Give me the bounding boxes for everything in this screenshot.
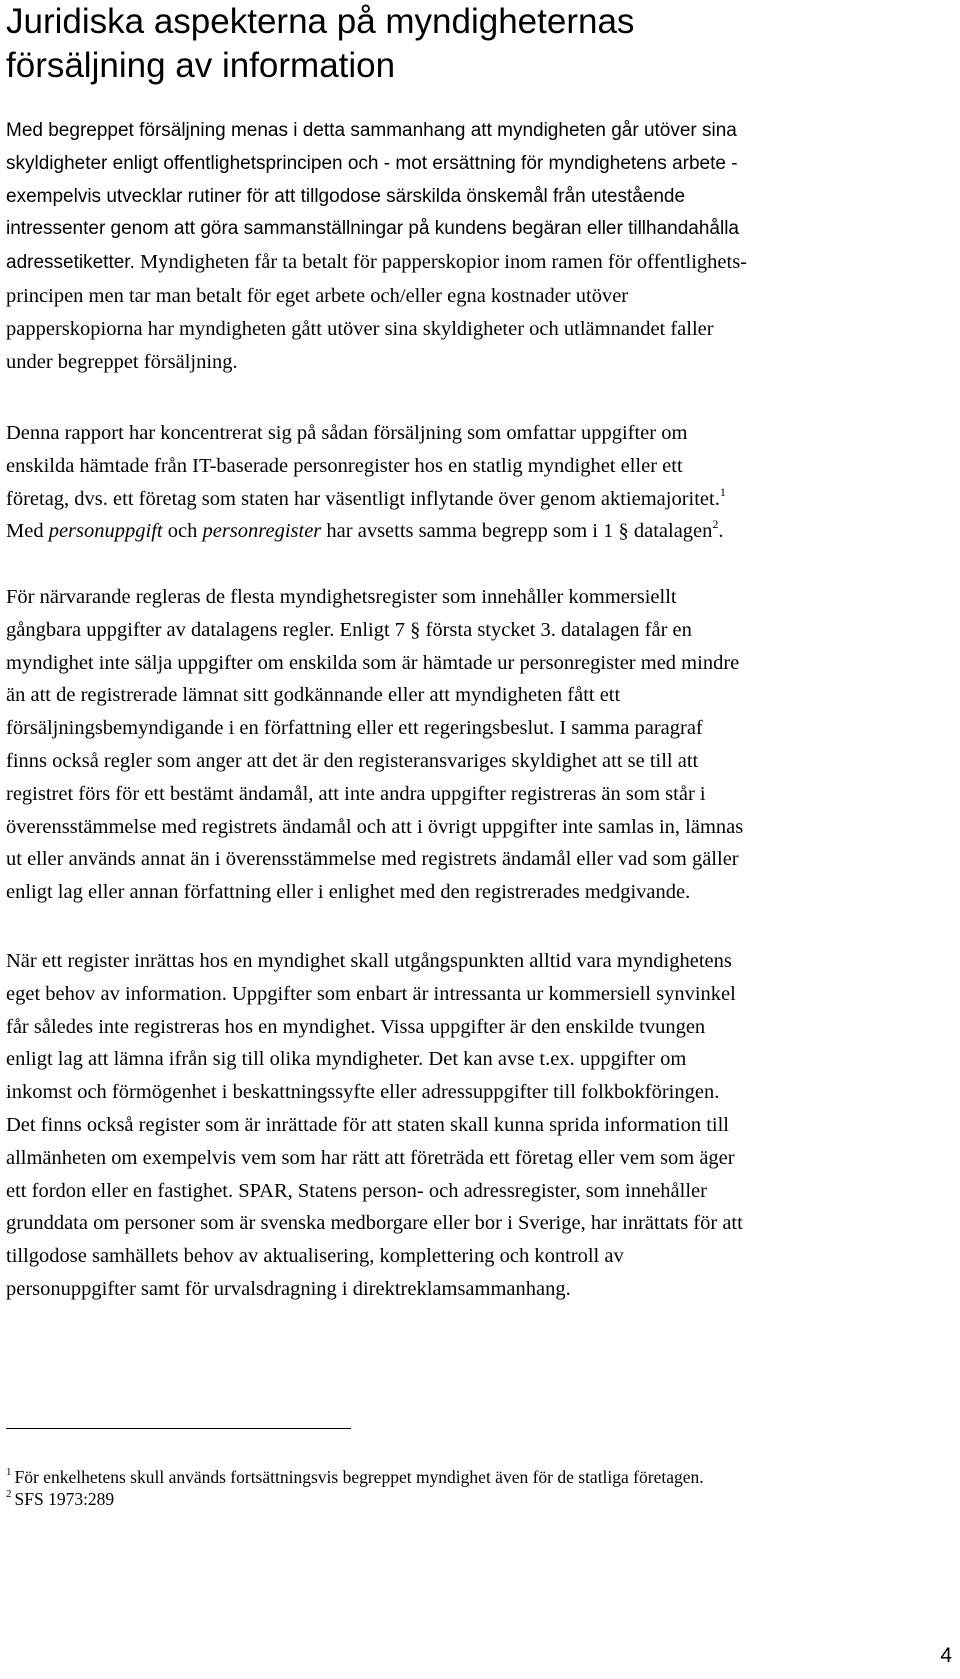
footnote-mark: 2 — [6, 1488, 12, 1500]
paragraph-scope — [6, 417, 956, 548]
paragraph-line: ut eller används annat än i överensstämmelse med registrets ändamål eller vad som gäller — [6, 848, 739, 871]
paragraph-line: papperskopiorna har myndigheten gått utöver sina skyldigheter och utlämnandet faller — [6, 317, 714, 340]
paragraph-line: grunddata om personer som är svenska medborgare eller bor i Sverige, har inrättats för att — [6, 1212, 743, 1235]
paragraph-line: skyldigheter enligt offentlighetsprincipen och - mot ersättning för myndighetens arbete - — [6, 152, 738, 174]
paragraph-line: försäljningsbemyndigande i en författning eller ett regeringsbeslut. I samma paragraf — [6, 717, 703, 740]
defined-term: personuppgift — [48, 520, 163, 543]
paragraph-line: För närvarande regleras de flesta myndighetsregister som innehåller kommersiellt — [6, 586, 677, 608]
paragraph-line: enligt lag att lämna ifrån sig till olika myndigheter. Det kan avse t.ex. uppgifter om — [6, 1048, 687, 1071]
paragraph-line: Det finns också register som är inrättade för att staten skall kunna sprida information till — [6, 1113, 729, 1136]
paragraph-line — [6, 515, 956, 548]
paragraph-line: överensstämmelse med registrets ändamål och att i övrigt uppgifter inte samlas in, lämnas — [6, 815, 744, 838]
footnote-item — [6, 1466, 946, 1488]
paragraph-line: myndighet inte sälja uppgifter om enskilda som är hämtade ur personregister med mindre — [6, 651, 740, 674]
paragraph-line — [6, 483, 956, 516]
paragraph-line: gångbara uppgifter av datalagens regler. Enligt 7 § första stycket 3. datalagen får en — [6, 618, 692, 641]
footnote-text: För enkelhetens skull används fortsättningsvis begreppet myndighet även för de statliga företagen. — [14, 1467, 704, 1487]
footnote-reference: 2 — [712, 517, 719, 532]
paragraph-line: inkomst och förmögenhet i beskattningssyfte eller adressuppgifter till folkbokföringen. — [6, 1081, 720, 1104]
paragraph-text: . — [718, 520, 724, 543]
footnotes — [6, 1466, 946, 1510]
paragraph-regulation — [6, 581, 956, 909]
footnote-reference: 1 — [719, 484, 726, 499]
paragraph-line: personuppgifter samt för urvalsdragning i direktreklamsammanhang. — [6, 1277, 571, 1300]
defined-term: personregister — [202, 520, 322, 543]
paragraph-line: eget behov av information. Uppgifter som enbart är intressanta ur kommersiell synvinkel — [6, 982, 736, 1005]
paragraph-line: Med begreppet försäljning menas i detta sammanhang att myndigheten går utöver sina — [6, 120, 737, 141]
paragraph-line: enskilda hämtade från IT-baserade personregister hos en statlig myndighet eller ett — [6, 454, 683, 477]
paragraph-line: finns också regler som anger att det är den registeransvariges skyldighet att se till att — [6, 749, 699, 772]
paragraph-text: företag, dvs. ett företag som staten har väsentligt inflytande över genom aktiemajoritet. — [6, 487, 720, 510]
paragraph-line: ett fordon eller en fastighet. SPAR, Statens person- och adressregister, som innehåller — [6, 1179, 707, 1202]
paragraph-line — [6, 246, 956, 280]
paragraph-line: principen men tar man betalt för eget arbete och/eller egna kostnader utöver — [6, 284, 629, 307]
paragraph-line: När ett register inrättas hos en myndighet skall utgångspunkten alltid vara myndighetens — [6, 950, 732, 972]
page-number: 4 — [940, 1644, 952, 1667]
footnote-mark: 1 — [6, 1466, 12, 1478]
paragraph-line: tillgodose samhällets behov av aktualisering, komplettering och kontroll av — [6, 1245, 624, 1268]
footnote-text: SFS 1973:289 — [14, 1489, 115, 1509]
paragraph-line: enligt lag eller annan författning eller i enlighet med den registrerades medgivande. — [6, 881, 691, 904]
footnote-separator — [6, 1428, 351, 1429]
paragraph-text: Med — [6, 520, 49, 543]
paragraph-line: exempelvis utvecklar rutiner för att tillgodose särskilda önskemål från utestående — [6, 185, 686, 207]
paragraph-line: Denna rapport har koncentrerat sig på sådan försäljning som omfattar uppgifter om — [6, 422, 688, 444]
paragraph-text: och — [162, 520, 203, 543]
paragraph-text: Myndigheten får ta betalt för papperskopior inom ramen för offentlighets- — [134, 251, 748, 274]
footnote-item — [6, 1488, 946, 1510]
paragraph-line: än att de registrerade lämnat sitt godkännande eller att myndigheten fått ett — [6, 684, 621, 707]
paragraph-text: adressetiketter. — [6, 252, 135, 274]
section-heading — [6, 0, 946, 88]
paragraph-definition — [6, 115, 956, 378]
heading-line: Juridiska aspekterna på myndigheternas — [6, 2, 635, 41]
paragraph-text: har avsetts samma begrepp som i 1 § datalagen — [321, 520, 713, 543]
paragraph-line: får således inte registreras hos en myndighet. Vissa uppgifter är den enskilde tvungen — [6, 1015, 706, 1038]
paragraph-line: registret förs för ett bestämt ändamål, att inte andra uppgifter registreras än som står i — [6, 782, 706, 805]
paragraph-line: intressenter genom att göra sammanställningar på kundens begäran eller tillhandahålla — [6, 218, 740, 240]
paragraph-registers — [6, 945, 956, 1306]
paragraph-line: under begreppet försäljning. — [6, 350, 238, 373]
heading-line: försäljning av information — [6, 46, 396, 85]
paragraph-line: allmänheten om exempelvis vem som har rätt att företräda ett företag eller vem som äger — [6, 1146, 735, 1169]
